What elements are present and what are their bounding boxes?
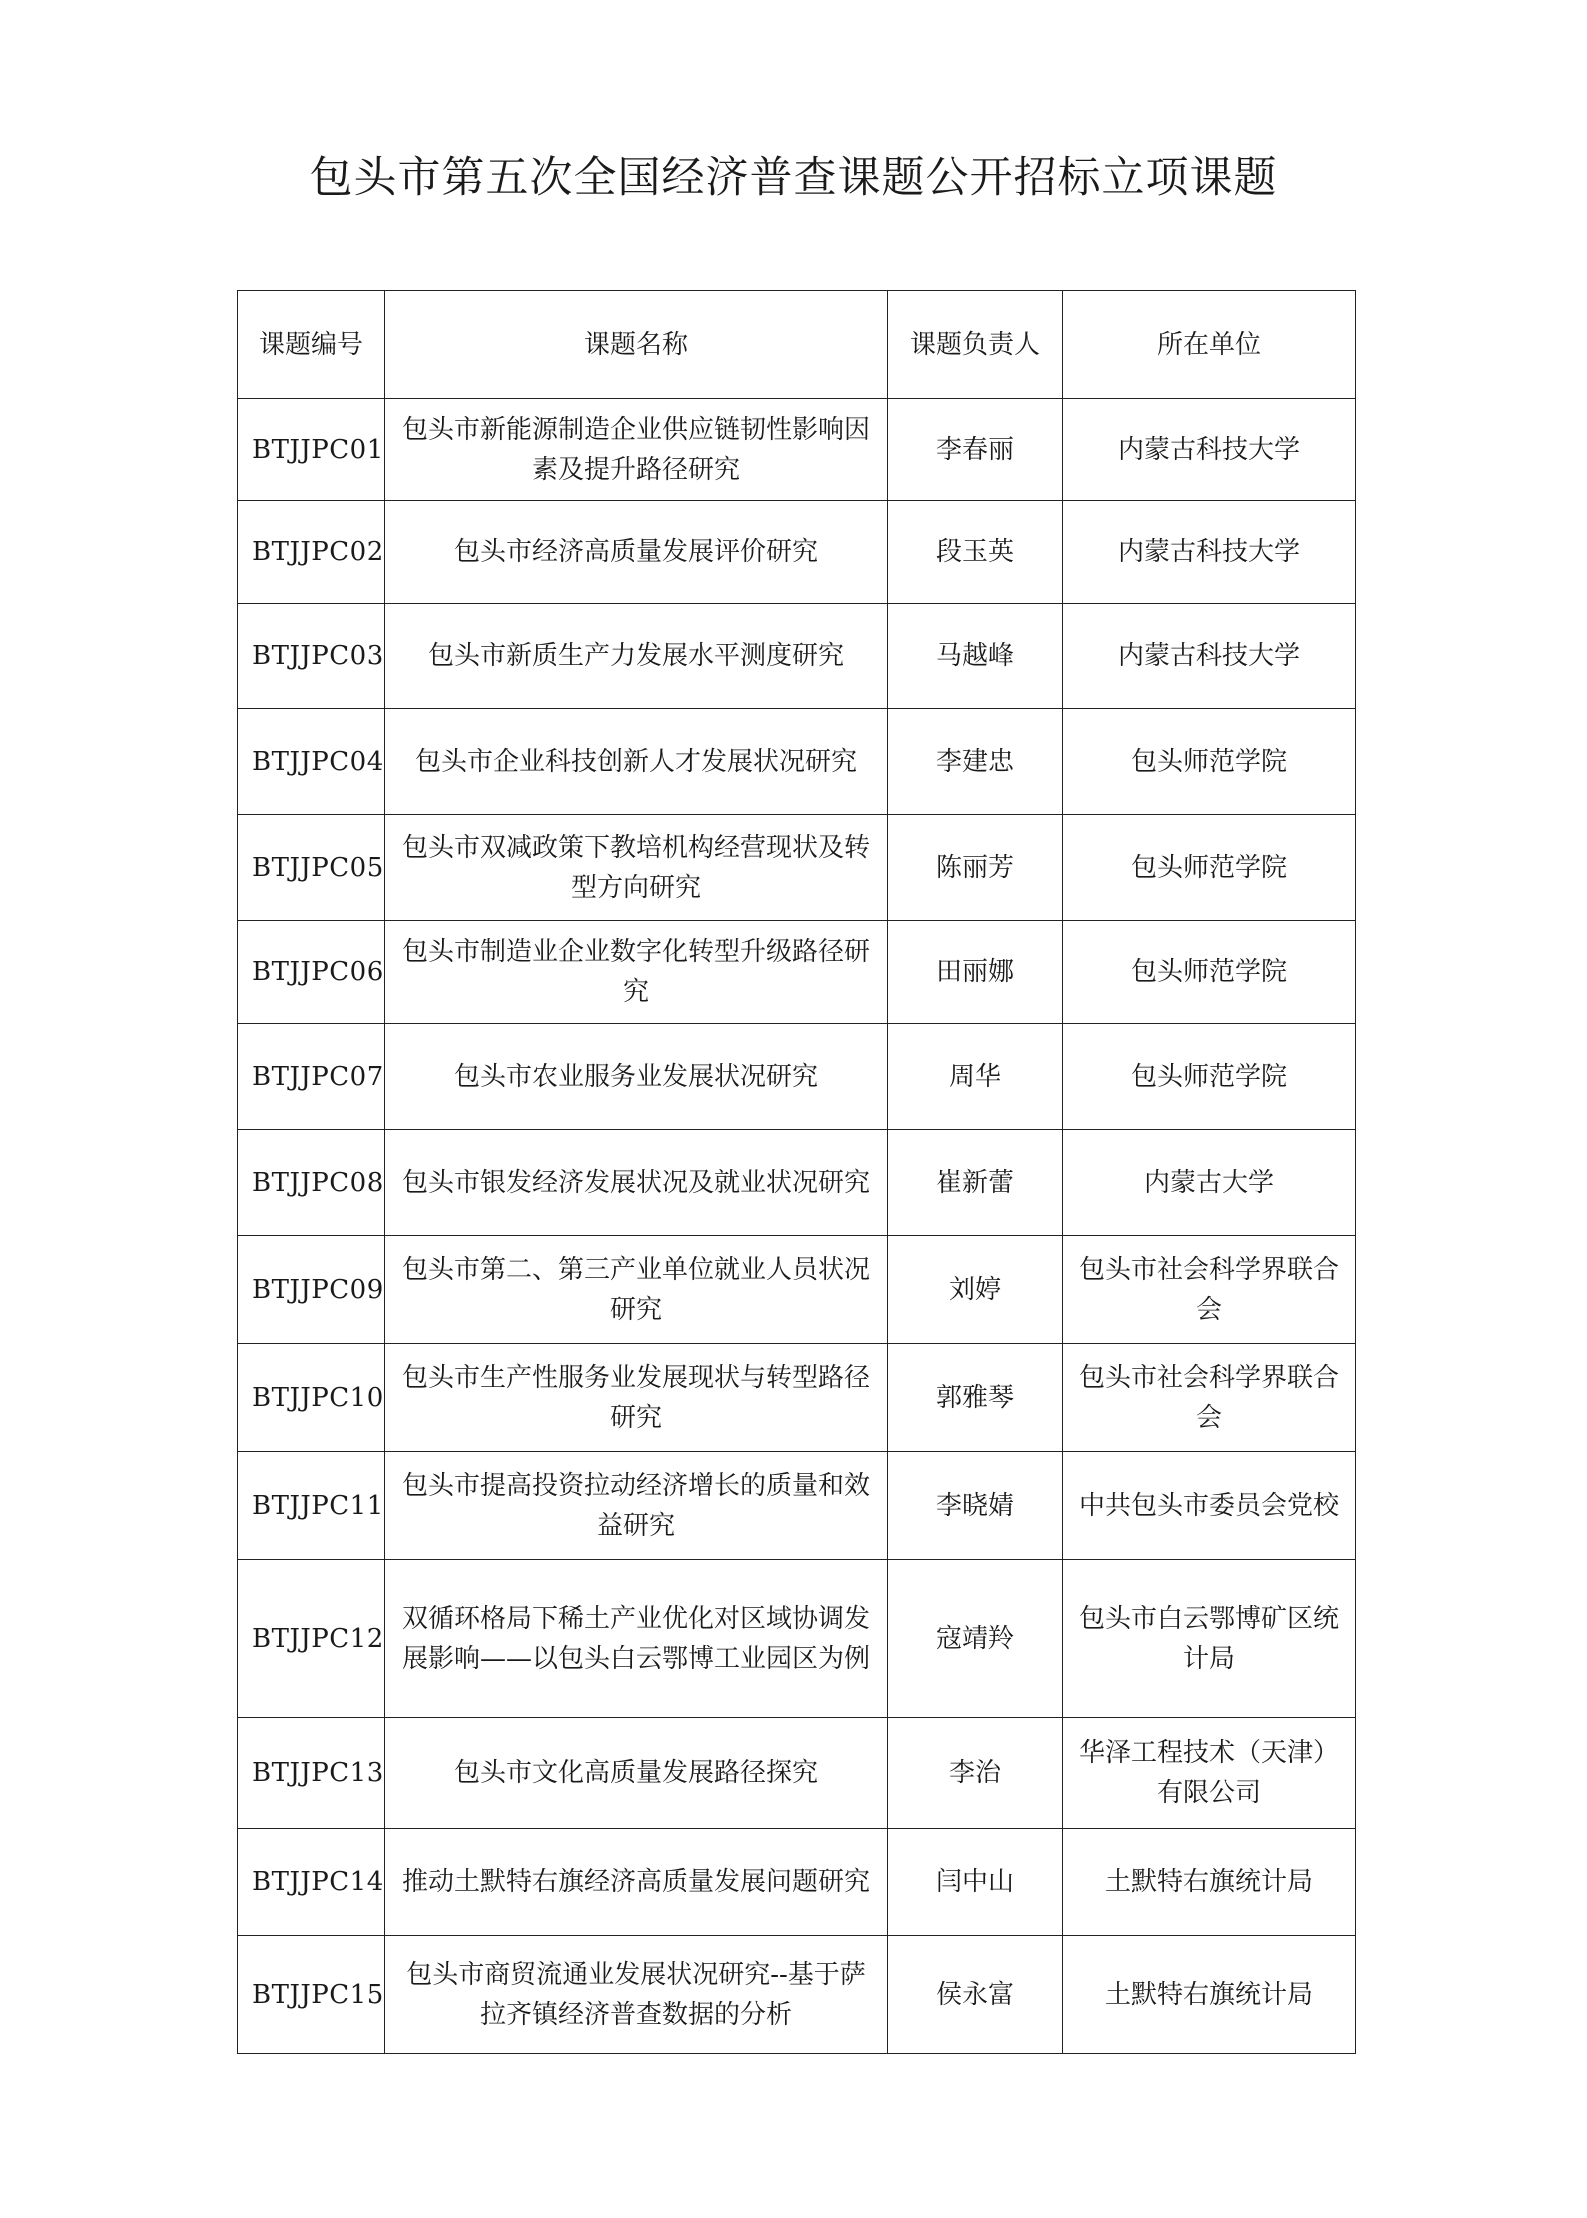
cell-unit: 土默特右旗统计局	[1063, 1936, 1356, 2054]
table-row	[238, 1452, 1356, 1560]
table-row	[238, 1130, 1356, 1236]
header-unit: 所在单位	[1063, 291, 1356, 399]
cell-name: 推动土默特右旗经济高质量发展问题研究	[385, 1829, 888, 1936]
header-code: 课题编号	[238, 291, 385, 399]
table-row	[238, 921, 1356, 1024]
cell-unit: 包头师范学院	[1063, 921, 1356, 1024]
cell-leader: 马越峰	[888, 604, 1063, 709]
cell-unit: 内蒙古科技大学	[1063, 604, 1356, 709]
cell-name: 包头市制造业企业数字化转型升级路径研究	[385, 921, 888, 1024]
cell-code: BTJJPC15	[238, 1936, 385, 2054]
table-row	[238, 1236, 1356, 1344]
table-row	[238, 1829, 1356, 1936]
cell-leader: 李春丽	[888, 399, 1063, 501]
projects-table	[237, 290, 1356, 2054]
cell-name: 包头市银发经济发展状况及就业状况研究	[385, 1130, 888, 1236]
cell-code: BTJJPC08	[238, 1130, 385, 1236]
cell-name: 包头市商贸流通业发展状况研究--基于萨拉齐镇经济普查数据的分析	[385, 1936, 888, 2054]
table-row	[238, 1718, 1356, 1829]
cell-code: BTJJPC02	[238, 501, 385, 604]
table-row	[238, 501, 1356, 604]
cell-leader: 陈丽芳	[888, 815, 1063, 921]
table-row	[238, 709, 1356, 815]
table-row	[238, 815, 1356, 921]
cell-name: 包头市双减政策下教培机构经营现状及转型方向研究	[385, 815, 888, 921]
table-row	[238, 1936, 1356, 2054]
cell-leader: 刘婷	[888, 1236, 1063, 1344]
table-body	[238, 399, 1356, 2054]
cell-leader: 侯永富	[888, 1936, 1063, 2054]
cell-name: 包头市生产性服务业发展现状与转型路径研究	[385, 1344, 888, 1452]
cell-name: 包头市新质生产力发展水平测度研究	[385, 604, 888, 709]
page-title: 包头市第五次全国经济普查课题公开招标立项课题	[309, 153, 1278, 203]
cell-leader: 郭雅琴	[888, 1344, 1063, 1452]
table-header-row	[238, 291, 1356, 399]
cell-code: BTJJPC11	[238, 1452, 385, 1560]
cell-unit: 包头市白云鄂博矿区统计局	[1063, 1560, 1356, 1718]
cell-unit: 内蒙古大学	[1063, 1130, 1356, 1236]
cell-code: BTJJPC14	[238, 1829, 385, 1936]
cell-code: BTJJPC04	[238, 709, 385, 815]
cell-leader: 崔新蕾	[888, 1130, 1063, 1236]
cell-name: 双循环格局下稀土产业优化对区域协调发展影响——以包头白云鄂博工业园区为例	[385, 1560, 888, 1718]
cell-unit: 包头师范学院	[1063, 709, 1356, 815]
cell-leader: 李治	[888, 1718, 1063, 1829]
cell-unit: 中共包头市委员会党校	[1063, 1452, 1356, 1560]
cell-name: 包头市提高投资拉动经济增长的质量和效益研究	[385, 1452, 888, 1560]
cell-code: BTJJPC10	[238, 1344, 385, 1452]
cell-name: 包头市新能源制造企业供应链韧性影响因素及提升路径研究	[385, 399, 888, 501]
table-row	[238, 604, 1356, 709]
cell-name: 包头市第二、第三产业单位就业人员状况研究	[385, 1236, 888, 1344]
cell-leader: 寇靖羚	[888, 1560, 1063, 1718]
cell-name: 包头市农业服务业发展状况研究	[385, 1024, 888, 1130]
table-row	[238, 1024, 1356, 1130]
cell-code: BTJJPC13	[238, 1718, 385, 1829]
cell-unit: 内蒙古科技大学	[1063, 501, 1356, 604]
cell-name: 包头市文化高质量发展路径探究	[385, 1718, 888, 1829]
cell-unit: 包头师范学院	[1063, 1024, 1356, 1130]
cell-leader: 李晓婧	[888, 1452, 1063, 1560]
cell-unit: 包头市社会科学界联合会	[1063, 1236, 1356, 1344]
cell-leader: 田丽娜	[888, 921, 1063, 1024]
header-leader: 课题负责人	[888, 291, 1063, 399]
table-row	[238, 399, 1356, 501]
cell-leader: 周华	[888, 1024, 1063, 1130]
cell-leader: 闫中山	[888, 1829, 1063, 1936]
header-name: 课题名称	[385, 291, 888, 399]
cell-code: BTJJPC06	[238, 921, 385, 1024]
cell-code: BTJJPC03	[238, 604, 385, 709]
cell-unit: 华泽工程技术（天津）有限公司	[1063, 1718, 1356, 1829]
cell-code: BTJJPC12	[238, 1560, 385, 1718]
cell-unit: 包头师范学院	[1063, 815, 1356, 921]
cell-unit: 土默特右旗统计局	[1063, 1829, 1356, 1936]
cell-unit: 内蒙古科技大学	[1063, 399, 1356, 501]
cell-code: BTJJPC05	[238, 815, 385, 921]
cell-name: 包头市企业科技创新人才发展状况研究	[385, 709, 888, 815]
cell-code: BTJJPC09	[238, 1236, 385, 1344]
cell-unit: 包头市社会科学界联合会	[1063, 1344, 1356, 1452]
cell-name: 包头市经济高质量发展评价研究	[385, 501, 888, 604]
cell-leader: 段玉英	[888, 501, 1063, 604]
table-row	[238, 1344, 1356, 1452]
table-row	[238, 1560, 1356, 1718]
cell-leader: 李建忠	[888, 709, 1063, 815]
cell-code: BTJJPC01	[238, 399, 385, 501]
cell-code: BTJJPC07	[238, 1024, 385, 1130]
